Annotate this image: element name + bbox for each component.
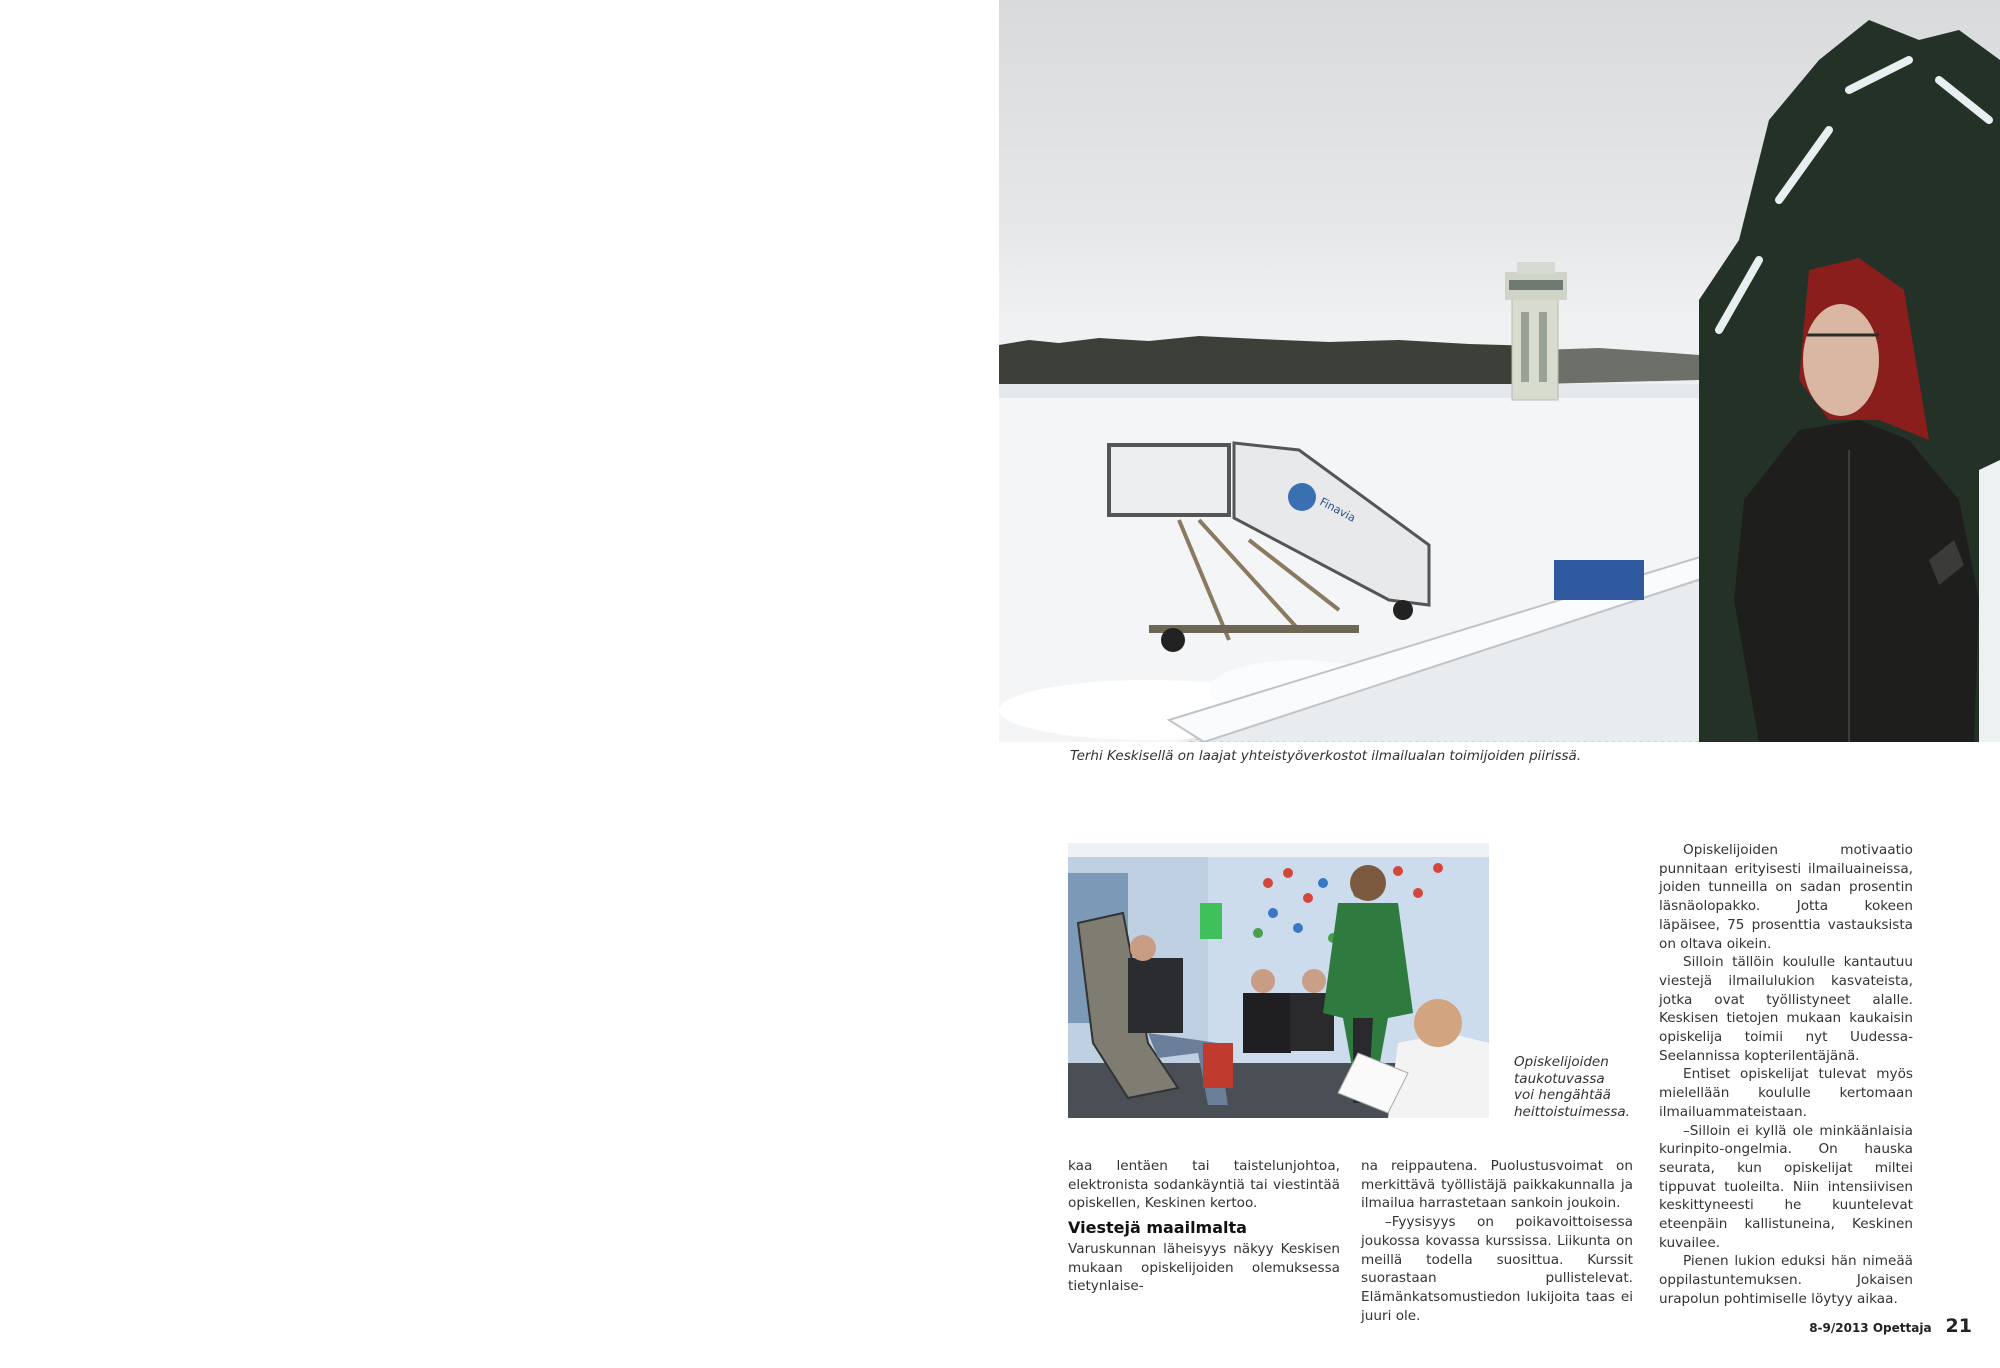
- section-heading: Viestejä maailmalta: [1068, 1218, 1247, 1238]
- paragraph: na reippautena. Puolustusvoimat on merkittävä työllistäjä paikkakunnalla ja ilmailua harrastetaan sankoin joukoin.: [1361, 1158, 1633, 1212]
- article-column-2: [1361, 1157, 1633, 1325]
- students-caption-line: taukotuvassa: [1514, 1070, 1605, 1087]
- paragraph: Silloin tällöin koululle kantautuu viestejä ilmailulukion kasvateista, jotka ovat työllistyneet alalle. Keskisen tietojen mukaan kaukaisin opiskelija toimii nyt Uudessa-Seelannissa kopterilentäjänä.: [1659, 954, 1913, 1064]
- paragraph: Pienen lukion eduksi hän nimeää oppilastuntemuksen. Jokaisen urapolun pohtimiselle löytyy aikaa.: [1659, 1253, 1913, 1307]
- students-caption-line: heittoistuimessa.: [1514, 1103, 1630, 1120]
- students-caption-line: voi hengähtää: [1514, 1087, 1611, 1103]
- paragraph: Varuskunnan läheisyys näkyy Keskisen mukaan opiskelijoiden olemuksessa tietynlaise-: [1068, 1240, 1340, 1295]
- paragraph: –Fyysisyys on poikavoittoisessa joukossa kovassa kurssissa. Liikunta on meillä todella suosittua. Kurssit suorastaan pullistelevat. Elämänkatsomustiedon lukijoita taas ei juuri ole.: [1361, 1214, 1633, 1324]
- hero-photo-illustration: [999, 0, 2000, 742]
- paragraph: kaa lentäen tai taistelunjohtoa, elektronista sodankäyntiä tai viestintää opiskellen, Keskinen kertoo.: [1068, 1158, 1340, 1212]
- paragraph: Opiskelijoiden motivaatio punnitaan erityisesti ilmailuaineissa, joiden tunneilla on sadan prosentin läsnäolopakko. Jotta kokeen läpäisee, 75 prosenttia vastauksista on oltava oikein.: [1659, 842, 1913, 952]
- article-column-3: [1659, 841, 1913, 1309]
- students-photo: [1068, 843, 1489, 1118]
- students-photo-illustration: [1068, 843, 1489, 1118]
- students-caption-line: Opiskelijoiden: [1514, 1054, 1609, 1070]
- page-number: 21: [1945, 1315, 1972, 1337]
- page-footer: [1809, 1315, 1972, 1337]
- paragraph: –Silloin ei kyllä ole minkäänlaisia kurinpito-ongelmia. On hauska seurata, kun opiskelijat miltei tippuvat tuoleilta. Niin intensiivisen keskittyneesti he kuuntelevat eteenpäin kallistuneina, Keskinen kuvailee.: [1659, 1122, 1913, 1251]
- hero-photo: [999, 0, 2000, 742]
- paragraph: Entiset opiskelijat tulevat myös mielellään koululle kertomaan ilmailuammateistaan.: [1659, 1066, 1913, 1120]
- article-column-1: [1068, 1157, 1340, 1296]
- issue-label: 8-9/2013 Opettaja: [1809, 1321, 1932, 1335]
- students-caption: [1514, 1054, 1644, 1120]
- svg-text:Finavia: Finavia: [1317, 495, 1358, 525]
- hero-caption: Terhi Keskisellä on laajat yhteistyöverkostot ilmailualan toimijoiden piirissä.: [1070, 748, 1582, 764]
